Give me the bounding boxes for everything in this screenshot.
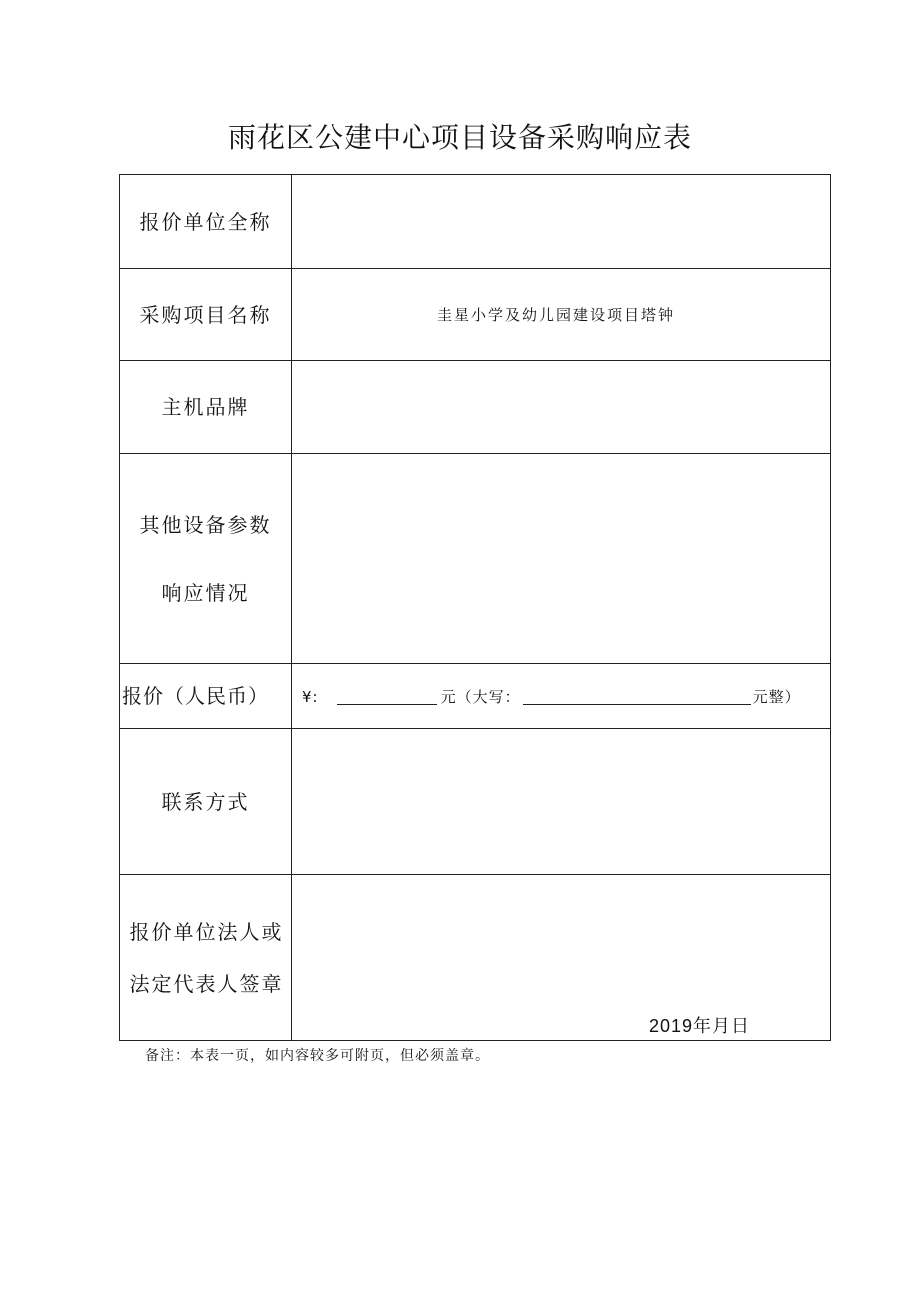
project-name-value: 圭星小学及幼儿园建设项目塔钟 <box>292 269 831 361</box>
price-suffix: 元整） <box>752 687 801 706</box>
contact-field[interactable] <box>292 729 831 875</box>
signature-label-line1: 报价单位法人或 <box>129 919 284 944</box>
contact-label: 联系方式 <box>120 729 292 875</box>
signature-field[interactable] <box>292 875 831 1041</box>
procurement-response-form <box>119 174 831 1041</box>
price-amount-blank[interactable] <box>337 688 437 705</box>
price-field <box>292 664 831 729</box>
price-unit: 元（大写： <box>440 687 521 706</box>
params-label-line1: 其他设备参数 <box>139 512 272 537</box>
price-prefix: ¥: <box>302 687 319 706</box>
row-brand <box>120 361 831 454</box>
brand-field[interactable] <box>292 361 831 454</box>
row-bidder-name <box>120 175 831 269</box>
params-label <box>120 454 292 664</box>
price-label: 报价（人民币） <box>120 664 292 729</box>
params-label-line2: 响应情况 <box>161 580 250 605</box>
footnote: 备注：本表一页，如内容较多可附页，但必须盖章。 <box>145 1048 490 1064</box>
bidder-name-field[interactable] <box>292 175 831 269</box>
row-params <box>120 454 831 664</box>
row-signature <box>120 875 831 1041</box>
signature-label-line2: 法定代表人签章 <box>129 971 284 996</box>
price-uppercase-blank[interactable] <box>523 688 751 705</box>
row-project-name <box>120 269 831 361</box>
bidder-name-label: 报价单位全称 <box>120 175 292 269</box>
signature-date: 2019年月日 <box>648 1016 750 1036</box>
row-price <box>120 664 831 729</box>
project-name-label: 采购项目名称 <box>120 269 292 361</box>
document-title: 雨花区公建中心项目设备采购响应表 <box>227 121 692 154</box>
brand-label: 主机品牌 <box>120 361 292 454</box>
signature-label <box>120 875 292 1041</box>
params-field[interactable] <box>292 454 831 664</box>
row-contact <box>120 729 831 875</box>
